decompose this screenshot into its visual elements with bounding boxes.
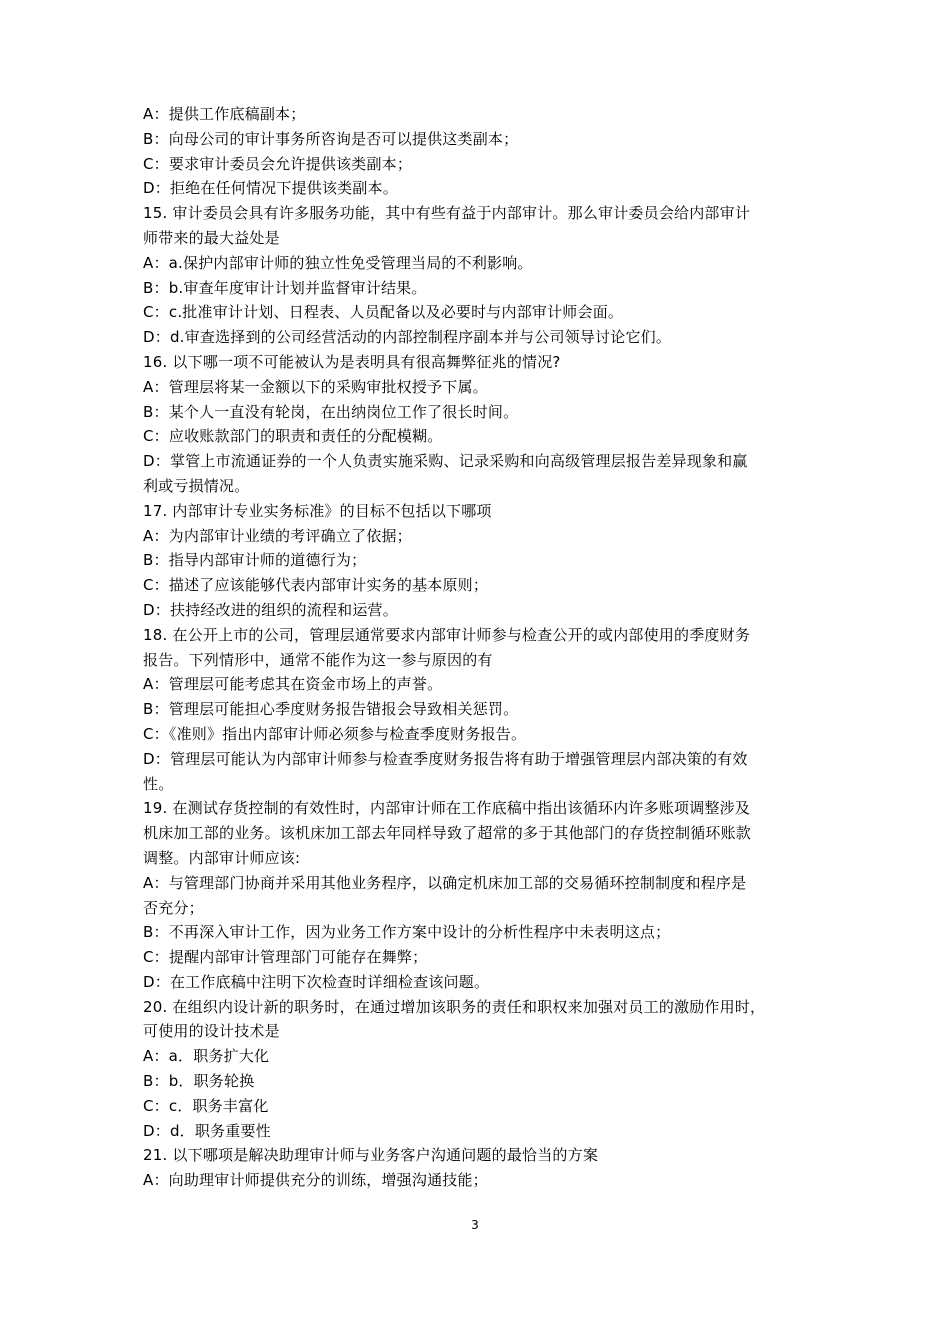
text-line: C：描述了应该能够代表内部审计实务的基本原则； xyxy=(143,576,489,595)
text-line: A：与管理部门协商并采用其他业务程序，以确定机床加工部的交易循环控制制度和程序是 xyxy=(143,873,747,892)
text-line: 15. 审计委员会具有许多服务功能，其中有些有益于内部审计。那么审计委员会给内部审计 xyxy=(143,204,751,223)
text-line: 21. 以下哪项是解决助理审计师与业务客户沟通问题的最恰当的方案 xyxy=(143,1146,599,1165)
text-line: A：提供工作底稿副本； xyxy=(143,105,306,123)
text-line: C：应收账款部门的职责和责任的分配模糊。 xyxy=(143,427,443,446)
text-line: A：管理层将某一金额以下的采购审批权授予下属。 xyxy=(143,377,488,396)
text-line: 利或亏损情况。 xyxy=(143,476,250,495)
text-line: 调整。内部审计师应该: xyxy=(143,848,301,867)
text-line: 机床加工部的业务。该机床加工部去年同样导致了超常的多于其他部门的存货控制循环账款 xyxy=(143,824,752,843)
document-body xyxy=(143,102,823,1193)
text-line: 16. 以下哪一项不可能被认为是表明具有很高舞弊征兆的情况? xyxy=(143,352,561,371)
text-line: 19. 在测试存货控制的有效性时，内部审计师在工作底稿中指出该循环内许多账项调整涉及 xyxy=(143,799,751,818)
text-line: 可使用的设计技术是 xyxy=(143,1022,280,1041)
text-line: B：某个人一直没有轮岗，在出纳岗位工作了很长时间。 xyxy=(143,402,519,421)
text-line: C：《准则》指出内部审计师必须参与检查季度财务报告。 xyxy=(143,724,527,743)
text-line: B：管理层可能担心季度财务报告错报会导致相关惩罚。 xyxy=(143,700,519,719)
text-line: 性。 xyxy=(143,774,174,793)
text-line: 20. 在组织内设计新的职务时，在通过增加该职务的责任和职权来加强对员工的激励作用时， xyxy=(143,997,766,1016)
text-line: C：提醒内部审计管理部门可能存在舞弊； xyxy=(143,948,428,967)
text-line: 否充分； xyxy=(143,898,204,917)
text-line: D：d．职务重要性 xyxy=(143,1121,271,1140)
text-line: B：b．职务轮换 xyxy=(143,1072,255,1091)
text-line: 报告。下列情形中，通常不能作为这一参与原因的有 xyxy=(143,650,493,669)
text-line: D：掌管上市流通证券的一个人负责实施采购、记录采购和向高级管理层报告差异现象和赢 xyxy=(143,452,748,471)
text-line: A：向助理审计师提供充分的训练，增强沟通技能； xyxy=(143,1171,488,1190)
text-line: D：d.审查选择到的公司经营活动的内部控制程序副本并与公司领导讨论它们。 xyxy=(143,328,672,347)
text-line: B：指导内部审计师的道德行为； xyxy=(143,551,367,570)
text-line: A：为内部审计业绩的考评确立了依据； xyxy=(143,526,412,545)
text-line: A：a．职务扩大化 xyxy=(143,1047,270,1066)
text-line: 18. 在公开上市的公司，管理层通常要求内部审计师参与检查公开的或内部使用的季度财务 xyxy=(143,625,751,644)
text-line: C：要求审计委员会允许提供该类副本； xyxy=(143,154,413,173)
text-line: D：管理层可能认为内部审计师参与检查季度财务报告将有助于增强管理层内部决策的有效 xyxy=(143,749,748,768)
text-line: C：c．职务丰富化 xyxy=(143,1096,269,1115)
text-line: A：a.保护内部审计师的独立性免受管理当局的不利影响。 xyxy=(143,253,533,272)
text-line: B：不再深入审计工作，因为业务工作方案中设计的分析性程序中未表明这点； xyxy=(143,923,671,942)
text-line: D：在工作底稿中注明下次检查时详细检查该问题。 xyxy=(143,972,490,991)
text-line: 17. 内部审计专业实务标准》的目标不包括以下哪项 xyxy=(143,501,492,520)
text-line: C：c.批准审计计划、日程表、人员配备以及必要时与内部审计师会面。 xyxy=(143,303,624,322)
page-number: 3 xyxy=(471,1218,479,1232)
text-line: D：扶持经改进的组织的流程和运营。 xyxy=(143,600,398,619)
text-line: B：b.审查年度审计计划并监督审计结果。 xyxy=(143,278,427,297)
text-line: A：管理层可能考虑其在资金市场上的声誉。 xyxy=(143,675,443,694)
text-line: D：拒绝在任何情况下提供该类副本。 xyxy=(143,179,398,198)
text-line: 师带来的最大益处是 xyxy=(143,228,280,247)
text-line: B：向母公司的审计事务所咨询是否可以提供这类副本； xyxy=(143,129,519,148)
